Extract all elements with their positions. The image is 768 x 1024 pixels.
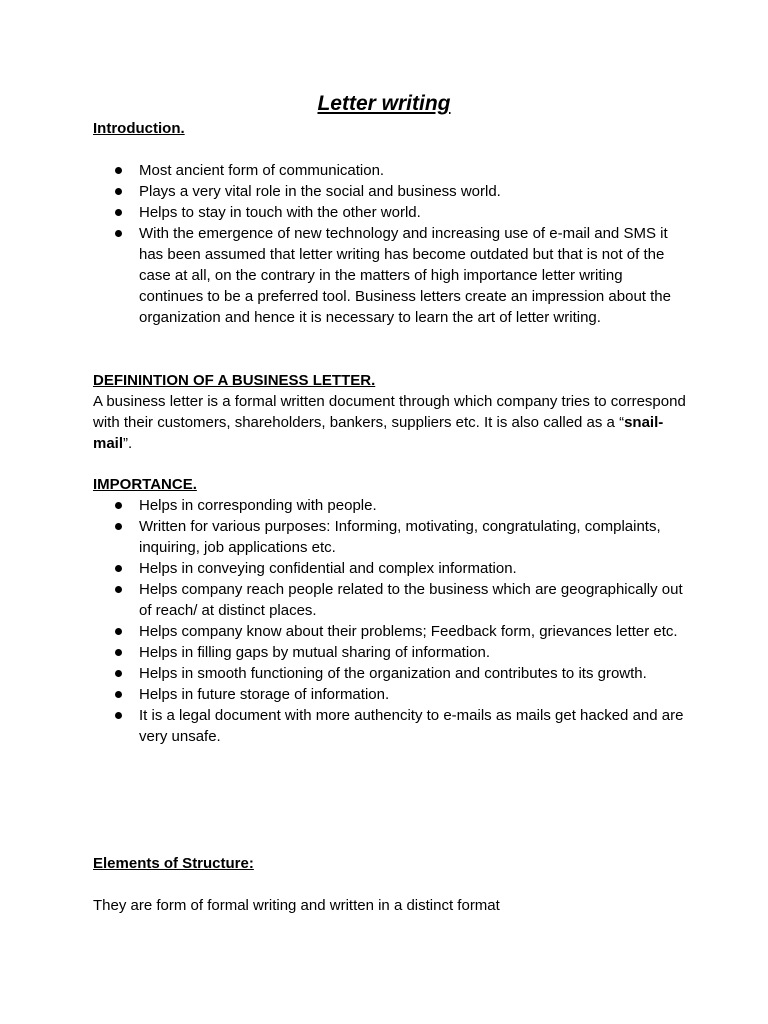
importance-list — [0, 495, 700, 747]
snail-mail-term: snail-mail — [93, 414, 664, 452]
definition-text: A business letter is a formal written document through which company tries to correspond with their customers, shareholders, bankers, suppliers etc. It is also called as a “ — [93, 393, 686, 431]
bullet-icon — [115, 167, 122, 174]
list-item-text: With the emergence of new technology and increasing use of e-mail and SMS it has been assumed that letter writing has become outdated but that is not of the case at all, on the contrary in the matters of high importance letter writing continues to be a preferred tool. Business letters create an impression about the organization and hence it is necessary to learn the art of letter writing. — [139, 225, 671, 326]
introduction-heading: Introduction. — [93, 120, 185, 137]
bullet-icon — [115, 649, 122, 656]
page-title: Letter writing — [317, 92, 451, 115]
list-item — [0, 663, 700, 684]
list-item — [0, 516, 700, 558]
bullet-icon — [115, 502, 122, 509]
bullet-icon — [115, 691, 122, 698]
bullet-icon — [115, 586, 122, 593]
list-item — [0, 223, 700, 328]
bullet-icon — [115, 712, 122, 719]
importance-heading: IMPORTANCE. — [93, 476, 197, 493]
list-item — [0, 202, 700, 223]
list-item — [0, 495, 700, 516]
list-item — [0, 705, 700, 747]
definition-text-end: ”. — [123, 435, 133, 452]
structure-paragraph: They are form of formal writing and written in a distinct format — [93, 897, 500, 914]
list-item-text: Helps in smooth functioning of the organization and contributes to its growth. — [139, 665, 647, 682]
list-item-text: Most ancient form of communication. — [139, 162, 385, 179]
list-item-text: It is a legal document with more authencity to e-mails as mails get hacked and are very unsafe. — [139, 707, 684, 745]
list-item — [0, 160, 700, 181]
list-item — [0, 621, 700, 642]
list-item-text: Plays a very vital role in the social and business world. — [139, 183, 501, 200]
list-item — [0, 181, 700, 202]
list-item-text: Helps company know about their problems; Feedback form, grievances letter etc. — [139, 623, 678, 640]
list-item-text: Helps company reach people related to the business which are geographically out of reach/ at distinct places. — [139, 581, 683, 619]
bullet-icon — [115, 230, 122, 237]
list-item — [0, 684, 700, 705]
bullet-icon — [115, 670, 122, 677]
definition-paragraph — [93, 391, 693, 454]
list-item-text: Helps in filling gaps by mutual sharing of information. — [139, 644, 491, 661]
list-item-text: Helps in conveying confidential and complex information. — [139, 560, 517, 577]
structure-heading: Elements of Structure: — [93, 855, 254, 872]
definition-heading: DEFININTION OF A BUSINESS LETTER. — [93, 372, 376, 389]
bullet-icon — [115, 628, 122, 635]
list-item — [0, 642, 700, 663]
bullet-icon — [115, 523, 122, 530]
introduction-list — [0, 160, 700, 328]
list-item-text: Helps to stay in touch with the other world. — [139, 204, 421, 221]
list-item-text: Helps in corresponding with people. — [139, 497, 377, 514]
list-item — [0, 579, 700, 621]
bullet-icon — [115, 188, 122, 195]
bullet-icon — [115, 209, 122, 216]
bullet-icon — [115, 565, 122, 572]
list-item-text: Helps in future storage of information. — [139, 686, 390, 703]
list-item — [0, 558, 700, 579]
list-item-text: Written for various purposes: Informing, motivating, congratulating, complaints, inquiring, job applications etc. — [139, 518, 661, 556]
